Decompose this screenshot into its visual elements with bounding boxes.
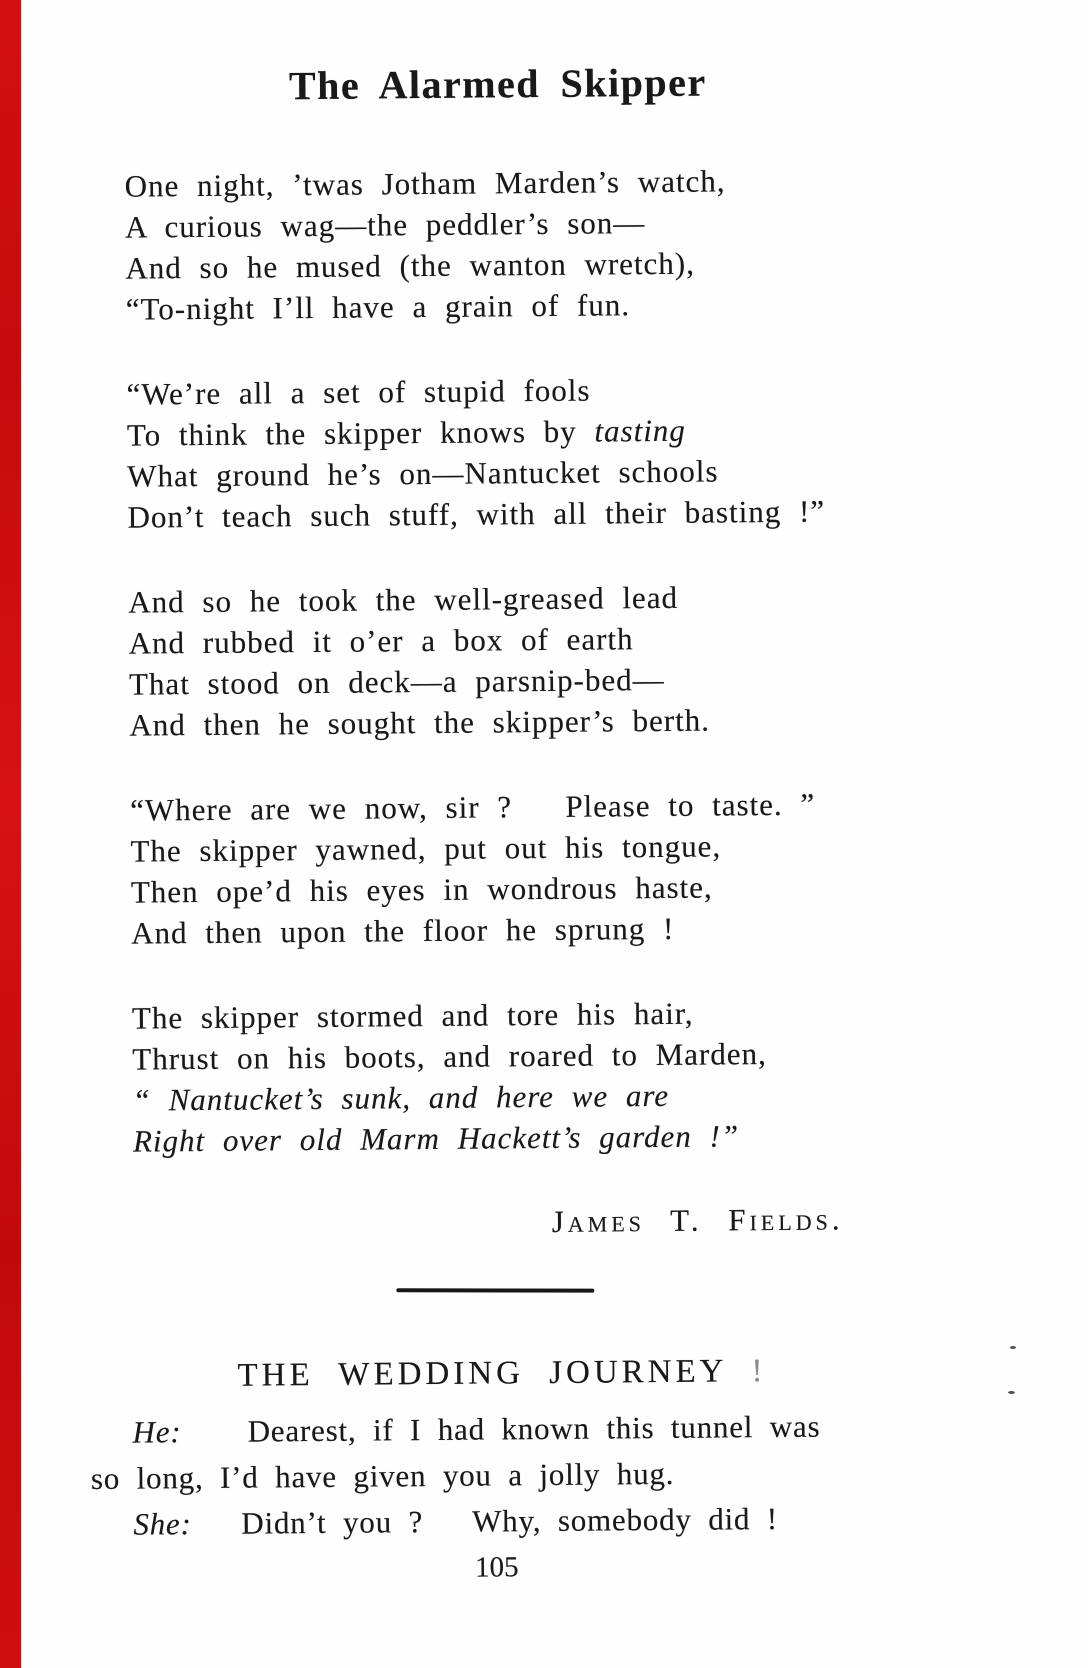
section-heading: THE WEDDING JOURNEY ! (237, 1353, 763, 1394)
scan-speck (1010, 1346, 1016, 1349)
poem-line: The skipper stormed and tore his hair, (131, 995, 694, 1036)
poem-line: “We’re all a set of stupid fools (126, 372, 591, 412)
poem-line: “To-night I’ll have a grain of fun. (125, 287, 631, 327)
italic-word: tasting (594, 412, 686, 449)
section-divider-rule (396, 1288, 594, 1292)
speaker-label: She: (133, 1506, 192, 1542)
stanza-4 (130, 781, 1088, 953)
poem-line-italic: “ Nantucket’s sunk, and here we are (132, 1077, 670, 1118)
stanza-1 (125, 157, 1084, 329)
dialogue-block (90, 1401, 1088, 1548)
poem-line: And so he took the well-greased lead (128, 579, 679, 620)
poem-line: And then upon the floor he sprung ! (131, 910, 675, 951)
stanza-5 (132, 989, 1088, 1161)
poem (125, 157, 1088, 1161)
poem-line: Thrust on his boots, and roared to Marden, (132, 1036, 767, 1077)
author-attribution: James T. Fields. (551, 1201, 844, 1239)
poem-line: A curious wag—the peddler’s son— (124, 205, 646, 245)
dialogue-line: so long, I’d have given you a jolly hug. (90, 1455, 675, 1496)
speaker-label: He: (132, 1414, 182, 1450)
dialogue-line: He: Dearest, if I had known this tunnel was (132, 1408, 821, 1450)
poem-line: And so he mused (the wanton wretch), (125, 245, 696, 286)
stanza-2 (126, 365, 1085, 537)
poem-line: That stood on deck—a parsnip-bed— (128, 661, 665, 702)
stanza-3 (128, 573, 1087, 745)
poem-line: And rubbed it o’er a box of earth (128, 621, 634, 661)
poem-line: The skipper yawned, put out his tongue, (130, 828, 722, 869)
poem-line: One night, ’twas Jotham Marden’s watch, (124, 163, 726, 204)
poem-line: To think the skipper knows by tasting (126, 412, 686, 453)
poem-line: Then ope’d his eyes in wondrous haste, (130, 869, 713, 910)
poem-title: The Alarmed Skipper (288, 59, 707, 109)
poem-line: What ground he’s on—Nantucket schools (127, 453, 719, 494)
poem-line: “Where are we now, sir ? Please to taste. ” (129, 786, 816, 828)
dialogue-line: She: Didn’t you ? Why, somebody did ! (133, 1500, 779, 1542)
faint-print-mark: ! (751, 1353, 763, 1390)
poem-line: And then he sought the skipper’s berth. (129, 702, 711, 743)
poem-line: Don’t teach such stuff, with all their basting !” (127, 493, 826, 535)
scan-speck (1008, 1391, 1015, 1394)
poem-line-italic: Right over old Marm Hackett’s garden !” (132, 1118, 740, 1159)
page-number: 105 (474, 1551, 519, 1584)
